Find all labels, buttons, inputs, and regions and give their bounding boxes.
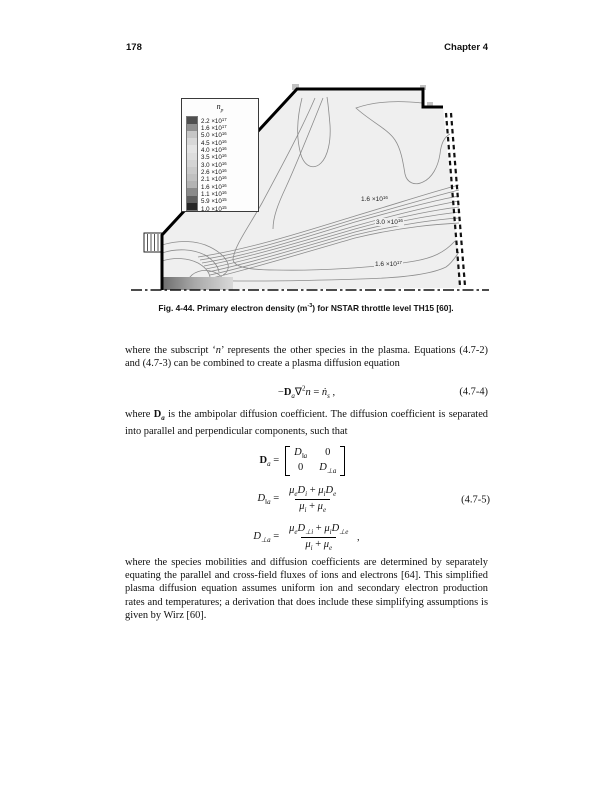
- figure-caption: Fig. 4-44. Primary electron density $(m^{-3})$ for NSTAR throttle level TH15 [60].: [158, 303, 454, 313]
- contour-label: $3.0 \times 10^{16}$: [376, 218, 403, 226]
- legend-color-segment: [187, 181, 197, 188]
- eq-475-line3-rhs: $\frac{\mu_eD_{\perp i} + \mu_iD_{\perp e}}{\mu_i + \mu_e}$ ,: [289, 523, 360, 553]
- legend-color-segment: [187, 203, 197, 210]
- legend-colorbar: [186, 116, 198, 211]
- legend-entry-label: $1.1 \times 10^{16}$: [201, 190, 227, 199]
- legend-labels: [201, 116, 227, 211]
- legend-entry-label: $4.5 \times 10^{16}$: [201, 138, 227, 147]
- cathode-icon: [144, 233, 162, 252]
- legend-color-segment: [187, 117, 197, 124]
- legend-title: $n_p$: [216, 102, 224, 114]
- contour-label: $1.6 \times 10^{16}$: [361, 195, 388, 203]
- variable-n: n: [215, 345, 221, 356]
- paragraph-1: where the subscript ‘n’ represents the other species in the plasma. Equations (4.7-2) and (4.7-3) can be combined to create a plasma diffusion equation: [125, 345, 488, 370]
- eq-475-line3-lhs: $D_{\perp a}$ =: [253, 531, 280, 545]
- legend-entry-label: $5.9 \times 10^{15}$: [201, 197, 227, 206]
- equation-number: (4.7-5): [461, 494, 490, 506]
- diffusion-matrix: $D_{‖a}$ 0 0 $D_{\perp a}$: [285, 446, 345, 476]
- paragraph-3: where the species mobilities and diffusion coefficients are determined by separately equating the parallel and cross-field fluxes of ions and electrons [64]. This simplified plasma diffusion equation assumes uniform ion and secondary electron production rates and temperatures; a derivation that does include these simplifying assumptions is given by Wirz [60].: [125, 557, 488, 621]
- equation-4-7-4-body: $-D_a\nabla^2n$ = ṅ$_s$ ,: [277, 384, 336, 400]
- legend-color-segment: [187, 196, 197, 203]
- legend-color-segment: [187, 174, 197, 181]
- legend-entry-label: $5.0 \times 10^{16}$: [201, 131, 227, 140]
- page-number: 178: [126, 42, 142, 53]
- legend-entry-label: $3.0 \times 10^{16}$: [201, 160, 227, 169]
- cathode-plume-bar: [163, 277, 233, 290]
- legend-color-segment: [187, 124, 197, 131]
- matrix-right-bracket: [340, 446, 345, 476]
- equation-number: (4.7-4): [459, 386, 488, 398]
- legend-color-segment: [187, 188, 197, 195]
- eq-475-line2-rhs: $\frac{\mu_eD_i + \mu_iD_e}{\mu_i + \mu_e}$ (4.7-5): [289, 485, 490, 515]
- legend-color-segment: [187, 167, 197, 174]
- legend-entry-label: $1.6 \times 10^{16}$: [201, 182, 227, 191]
- legend-color-segment: [187, 131, 197, 138]
- legend-entry-label: $1.0 \times 10^{15}$: [201, 204, 227, 213]
- legend-entry-label: $1.6 \times 10^{17}$: [201, 123, 227, 132]
- legend-entry-label: $2.1 \times 10^{16}$: [201, 175, 227, 184]
- legend-color-segment: [187, 138, 197, 145]
- legend-color-segment: [187, 160, 197, 167]
- contour-label: $1.6 \times 10^{17}$: [375, 260, 402, 268]
- legend-color-segment: [187, 153, 197, 160]
- eq-475-line1-rhs: [283, 446, 360, 476]
- paragraph-2: where $D_a$ is the ambipolar diffusion coefficient. The diffusion coefficient is separated into parallel and perpendicular components, such that: [125, 409, 488, 438]
- variable-Da: $D_a$: [153, 409, 165, 423]
- legend-color-segment: [187, 145, 197, 152]
- legend-entry-label: $4.0 \times 10^{16}$: [201, 145, 227, 154]
- eq-475-line1-lhs: $D_a$ =: [259, 454, 280, 468]
- equation-4-7-5: [125, 446, 488, 553]
- eq-475-line2-lhs: $D_{‖a}$ =: [257, 493, 280, 507]
- chapter-header: Chapter 4: [444, 42, 488, 53]
- legend-entry-label: $3.5 \times 10^{16}$: [201, 153, 227, 162]
- equation-4-7-4: [125, 384, 488, 400]
- legend-entry-label: $2.2 \times 10^{17}$: [201, 116, 227, 125]
- figure-legend: [181, 98, 259, 212]
- legend-entry-label: $2.6 \times 10^{16}$: [201, 168, 227, 176]
